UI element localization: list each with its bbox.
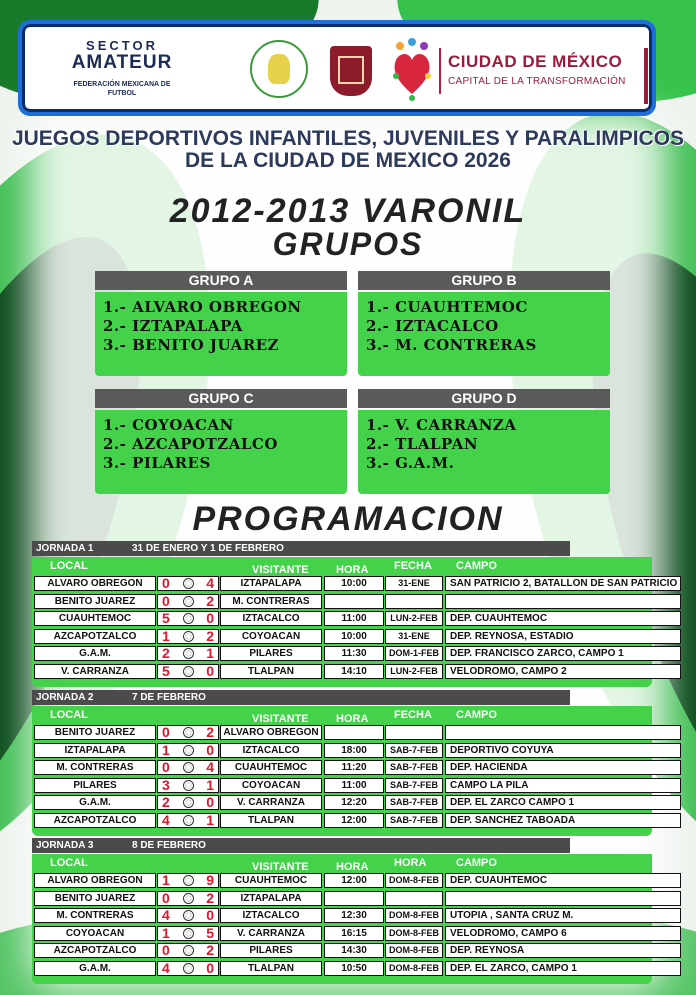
- local-team: CUAUHTEMOC: [34, 611, 156, 626]
- local-goals: 0: [162, 724, 170, 740]
- local-team: BENITO JUAREZ: [34, 725, 156, 740]
- match-time: 11:20: [324, 760, 384, 775]
- match-score: [157, 961, 219, 976]
- match-date: DOM-8-FEB: [385, 943, 443, 958]
- match-score: [157, 908, 219, 923]
- match-time: 11:30: [324, 646, 384, 661]
- match-venue: DEPORTIVO COYUYA: [445, 743, 681, 758]
- match-time: 12:30: [324, 908, 384, 923]
- visitor-goals: 2: [206, 628, 214, 644]
- visitor-goals: 2: [206, 593, 214, 609]
- visitor-goals: 0: [206, 907, 214, 923]
- match-date: [385, 594, 443, 609]
- match-date: LUN-2-FEB: [385, 664, 443, 679]
- accent-bar: [644, 48, 648, 104]
- local-goals: 0: [162, 890, 170, 906]
- soccer-ball-icon: [183, 910, 194, 921]
- category-title: 2012-2013 VARONIL: [169, 192, 527, 230]
- local-goals: 0: [162, 942, 170, 958]
- soccer-ball-icon: [183, 797, 194, 808]
- visitor-team: CUAUHTEMOC: [220, 760, 322, 775]
- soccer-ball-icon: [183, 780, 194, 791]
- match-venue: SAN PATRICIO 2, BATALLON DE SAN PATRICIO: [445, 576, 681, 591]
- visitor-goals: 4: [206, 759, 214, 775]
- match-venue: UTOPIA , SANTA CRUZ M.: [445, 908, 681, 923]
- match-date: [385, 725, 443, 740]
- group-team: 3.- M. CONTRERAS: [366, 336, 537, 354]
- match-score: [157, 664, 219, 679]
- soccer-ball-icon: [183, 613, 194, 624]
- local-goals: 1: [162, 742, 170, 758]
- group-team: 2.- IZTAPALAPA: [103, 317, 243, 335]
- group-team: 3.- BENITO JUAREZ: [103, 336, 280, 354]
- column-campo: CAMPO: [456, 560, 497, 572]
- match-score: [157, 646, 219, 661]
- local-goals: 1: [162, 925, 170, 941]
- soccer-ball-icon: [183, 963, 194, 974]
- group-a-card: [95, 271, 347, 376]
- visitor-goals: 0: [206, 663, 214, 679]
- group-team: 2.- TLALPAN: [366, 435, 479, 453]
- match-score: [157, 891, 219, 906]
- visitor-team: IZTACALCO: [220, 743, 322, 758]
- match-venue: [445, 891, 681, 906]
- local-team: ALVARO OBREGON: [34, 873, 156, 888]
- group-team: 2.- AZCAPOTZALCO: [103, 435, 278, 453]
- jornada-name: JORNADA 2: [36, 692, 94, 703]
- match-score: [157, 629, 219, 644]
- group-name: GRUPO A: [95, 271, 347, 290]
- column-visitante: VISITANTE: [252, 861, 309, 873]
- visitor-goals: 2: [206, 890, 214, 906]
- group-name: GRUPO B: [358, 271, 610, 290]
- jornada-date: 7 DE FEBRERO: [132, 692, 206, 703]
- local-goals: 0: [162, 759, 170, 775]
- local-team: M. CONTRERAS: [34, 908, 156, 923]
- soccer-ball-icon: [183, 745, 194, 756]
- visitor-team: TLALPAN: [220, 664, 322, 679]
- match-date: DOM-8-FEB: [385, 873, 443, 888]
- match-venue: DEP. REYNOSA, ESTADIO: [445, 629, 681, 644]
- match-date: DOM-8-FEB: [385, 961, 443, 976]
- visitor-team: IZTAPALAPA: [220, 891, 322, 906]
- soccer-ball-icon: [183, 875, 194, 886]
- match-score: [157, 594, 219, 609]
- visitor-team: IZTACALCO: [220, 611, 322, 626]
- match-time: 16:15: [324, 926, 384, 941]
- match-score: [157, 760, 219, 775]
- local-goals: 4: [162, 960, 170, 976]
- match-date: SAB-7-FEB: [385, 760, 443, 775]
- group-team: 1.- COYOACAN: [103, 416, 234, 434]
- visitor-goals: 0: [206, 960, 214, 976]
- match-venue: CAMPO LA PILA: [445, 778, 681, 793]
- visitor-team: PILARES: [220, 943, 322, 958]
- soccer-ball-icon: [183, 578, 194, 589]
- schedule-heading: PROGRAMACION: [192, 500, 504, 538]
- soccer-ball-icon: [183, 727, 194, 738]
- jornada-name: JORNADA 1: [36, 543, 94, 554]
- visitor-goals: 2: [206, 942, 214, 958]
- local-goals: 5: [162, 610, 170, 626]
- match-venue: [445, 594, 681, 609]
- local-team: BENITO JUAREZ: [34, 594, 156, 609]
- jornada-bar: [32, 690, 570, 705]
- match-time: 14:30: [324, 943, 384, 958]
- visitor-goals: 1: [206, 812, 214, 828]
- visitor-goals: 5: [206, 925, 214, 941]
- column-visitante: VISITANTE: [252, 564, 309, 576]
- visitor-team: M. CONTRERAS: [220, 594, 322, 609]
- match-score: [157, 873, 219, 888]
- local-team: BENITO JUAREZ: [34, 891, 156, 906]
- match-time: 10:00: [324, 629, 384, 644]
- group-team: 3.- PILARES: [103, 454, 211, 472]
- soccer-ball-icon: [183, 666, 194, 677]
- jornada-date: 31 DE ENERO Y 1 DE FEBRERO: [132, 543, 284, 554]
- visitor-team: ALVARO OBREGON: [220, 725, 322, 740]
- visitor-goals: 0: [206, 742, 214, 758]
- visitor-goals: 0: [206, 794, 214, 810]
- group-team: 2.- IZTACALCO: [366, 317, 499, 335]
- match-score: [157, 795, 219, 810]
- match-venue: DEP. REYNOSA: [445, 943, 681, 958]
- column-hora: HORA: [336, 564, 369, 576]
- column-visitante: VISITANTE: [252, 713, 309, 725]
- local-team: COYOACAN: [34, 926, 156, 941]
- local-team: AZCAPOTZALCO: [34, 813, 156, 828]
- match-score: [157, 576, 219, 591]
- group-team: 3.- G.A.M.: [366, 454, 455, 472]
- group-name: GRUPO C: [95, 389, 347, 408]
- local-goals: 2: [162, 794, 170, 810]
- local-team: ALVARO OBREGON: [34, 576, 156, 591]
- match-date: 31-ENE: [385, 576, 443, 591]
- match-date: LUN-2-FEB: [385, 611, 443, 626]
- local-goals: 4: [162, 907, 170, 923]
- match-venue: DEP. FRANCISCO ZARCO, CAMPO 1: [445, 646, 681, 661]
- local-goals: 0: [162, 575, 170, 591]
- match-time: 11:00: [324, 611, 384, 626]
- divider: [439, 48, 441, 94]
- sector-amateur-logo: [62, 38, 182, 98]
- column-local: LOCAL: [50, 709, 88, 721]
- coat-of-arms-icon: [330, 46, 372, 96]
- city-name: CIUDAD DE MÉXICO: [448, 52, 623, 71]
- soccer-ball-icon: [183, 648, 194, 659]
- visitor-team: IZTAPALAPA: [220, 576, 322, 591]
- match-date: SAB-7-FEB: [385, 813, 443, 828]
- jornada-bar: [32, 541, 570, 556]
- match-venue: DEP. CUAUHTEMOC: [445, 873, 681, 888]
- match-score: [157, 778, 219, 793]
- match-date: [385, 891, 443, 906]
- match-date: DOM-1-FEB: [385, 646, 443, 661]
- match-venue: [445, 725, 681, 740]
- header-banner: [18, 20, 656, 116]
- column-fecha: HORA: [394, 857, 427, 869]
- match-venue: VELODROMO, CAMPO 6: [445, 926, 681, 941]
- match-score: [157, 725, 219, 740]
- local-team: G.A.M.: [34, 795, 156, 810]
- local-goals: 1: [162, 872, 170, 888]
- sector-line2: AMATEUR: [71, 52, 173, 73]
- match-date: SAB-7-FEB: [385, 743, 443, 758]
- event-title-line1: JUEGOS DEPORTIVOS INFANTILES, JUVENILES Y PARALIMPICOS: [11, 127, 685, 150]
- match-score: [157, 926, 219, 941]
- local-goals: 0: [162, 593, 170, 609]
- group-d-card: [358, 389, 610, 494]
- match-venue: DEP. SANCHEZ TABOADA: [445, 813, 681, 828]
- soccer-ball-icon: [183, 893, 194, 904]
- visitor-goals: 1: [206, 645, 214, 661]
- match-time: 10:00: [324, 576, 384, 591]
- match-time: 14:10: [324, 664, 384, 679]
- local-goals: 3: [162, 777, 170, 793]
- visitor-team: PILARES: [220, 646, 322, 661]
- visitor-team: V. CARRANZA: [220, 795, 322, 810]
- local-team: IZTAPALAPA: [34, 743, 156, 758]
- visitor-team: IZTACALCO: [220, 908, 322, 923]
- group-b-card: [358, 271, 610, 376]
- soccer-ball-icon: [183, 928, 194, 939]
- match-venue: DEP. CUAUHTEMOC: [445, 611, 681, 626]
- match-time: 12:00: [324, 873, 384, 888]
- jornada-name: JORNADA 3: [36, 840, 94, 851]
- local-team: M. CONTRERAS: [34, 760, 156, 775]
- match-time: [324, 891, 384, 906]
- groups-heading: GRUPOS: [272, 226, 424, 262]
- match-venue: DEP. EL ZARCO, CAMPO 1: [445, 961, 681, 976]
- column-fecha: FECHA: [394, 709, 432, 721]
- column-campo: CAMPO: [456, 857, 497, 869]
- match-score: [157, 611, 219, 626]
- local-goals: 1: [162, 628, 170, 644]
- cdmx-logo: [448, 52, 626, 87]
- visitor-team: COYOACAN: [220, 629, 322, 644]
- match-time: 18:00: [324, 743, 384, 758]
- match-score: [157, 813, 219, 828]
- visitor-goals: 4: [206, 575, 214, 591]
- city-tagline: CAPITAL DE LA TRANSFORMACIÓN: [448, 76, 626, 87]
- match-time: [324, 725, 384, 740]
- soccer-ball-icon: [183, 945, 194, 956]
- local-team: AZCAPOTZALCO: [34, 629, 156, 644]
- visitor-team: TLALPAN: [220, 813, 322, 828]
- event-title: [0, 128, 696, 172]
- match-score: [157, 743, 219, 758]
- visitor-goals: 9: [206, 872, 214, 888]
- heart-logo-icon: [390, 36, 434, 102]
- match-venue: DEP. EL ZARCO CAMPO 1: [445, 795, 681, 810]
- match-score: [157, 943, 219, 958]
- local-team: PILARES: [34, 778, 156, 793]
- match-date: 31-ENE: [385, 629, 443, 644]
- visitor-goals: 0: [206, 610, 214, 626]
- soccer-ball-icon: [183, 596, 194, 607]
- group-team: 1.- ALVARO OBREGON: [103, 298, 302, 316]
- match-venue: VELODROMO, CAMPO 2: [445, 664, 681, 679]
- local-team: V. CARRANZA: [34, 664, 156, 679]
- event-title-line2: DE LA CIUDAD DE MEXICO 2026: [185, 149, 511, 172]
- visitor-team: V. CARRANZA: [220, 926, 322, 941]
- match-time: 11:00: [324, 778, 384, 793]
- match-date: SAB-7-FEB: [385, 778, 443, 793]
- local-team: AZCAPOTZALCO: [34, 943, 156, 958]
- match-time: 10:50: [324, 961, 384, 976]
- column-hora: HORA: [336, 713, 369, 725]
- match-venue: DEP. HACIENDA: [445, 760, 681, 775]
- match-date: DOM-8-FEB: [385, 908, 443, 923]
- group-team: 1.- V. CARRANZA: [366, 416, 517, 434]
- federation-name: FEDERACIÓN MEXICANA DE FUTBOL: [73, 81, 171, 97]
- visitor-goals: 1: [206, 777, 214, 793]
- association-seal-icon: [250, 40, 308, 98]
- local-goals: 4: [162, 812, 170, 828]
- visitor-team: TLALPAN: [220, 961, 322, 976]
- group-name: GRUPO D: [358, 389, 610, 408]
- group-c-card: [95, 389, 347, 494]
- match-time: 12:20: [324, 795, 384, 810]
- match-time: [324, 594, 384, 609]
- match-date: DOM-8-FEB: [385, 926, 443, 941]
- visitor-team: CUAUHTEMOC: [220, 873, 322, 888]
- soccer-ball-icon: [183, 631, 194, 642]
- match-date: SAB-7-FEB: [385, 795, 443, 810]
- local-team: G.A.M.: [34, 961, 156, 976]
- visitor-goals: 2: [206, 724, 214, 740]
- jornada-bar: [32, 838, 570, 853]
- visitor-team: COYOACAN: [220, 778, 322, 793]
- local-goals: 2: [162, 645, 170, 661]
- column-local: LOCAL: [50, 857, 88, 869]
- local-goals: 5: [162, 663, 170, 679]
- soccer-ball-icon: [183, 815, 194, 826]
- sector-line1: SECTOR: [86, 38, 158, 53]
- local-team: G.A.M.: [34, 646, 156, 661]
- match-time: 12:00: [324, 813, 384, 828]
- group-team: 1.- CUAUHTEMOC: [366, 298, 528, 316]
- jornada-date: 8 DE FEBRERO: [132, 840, 206, 851]
- column-fecha: FECHA: [394, 560, 432, 572]
- column-local: LOCAL: [50, 560, 88, 572]
- soccer-ball-icon: [183, 762, 194, 773]
- column-hora: HORA: [336, 861, 369, 873]
- column-campo: CAMPO: [456, 709, 497, 721]
